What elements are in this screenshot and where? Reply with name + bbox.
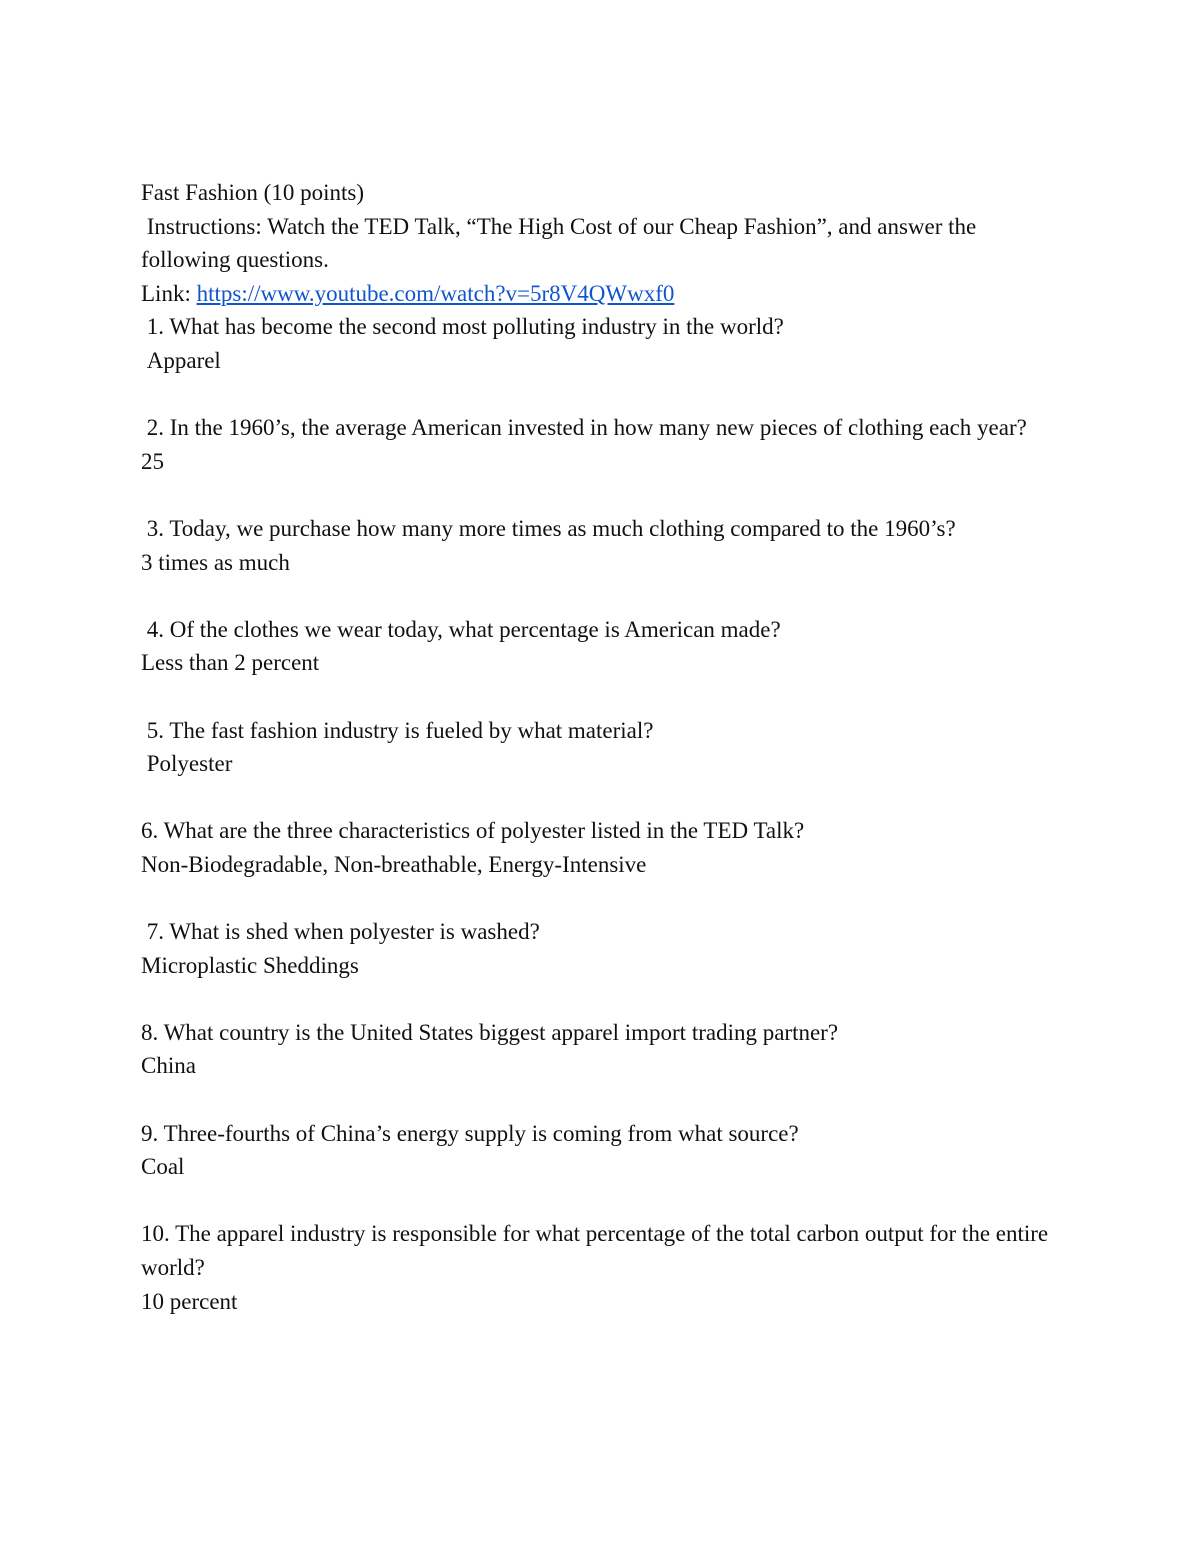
- document-body: [141, 176, 1061, 1318]
- link-line: [141, 277, 1061, 311]
- question-2: 2. In the 1960’s, the average American invested in how many new pieces of clothing each year?: [141, 415, 1027, 441]
- youtube-link[interactable]: https://www.youtube.com/watch?v=5r8V4QWwxf0: [196, 280, 675, 306]
- answer-4: Less than 2 percent: [141, 650, 320, 676]
- answer-6: Non-Biodegradable, Non-breathable, Energy-Intensive: [141, 851, 647, 877]
- qa-item-8: [141, 1016, 1061, 1083]
- question-9: 9. Three-fourths of China’s energy supply is coming from what source?: [141, 1120, 799, 1146]
- answer-7: Microplastic Sheddings: [141, 952, 359, 978]
- answer-1: Apparel: [141, 347, 221, 373]
- qa-item-1: [141, 310, 1061, 377]
- question-5: 5. The fast fashion industry is fueled by what material?: [141, 717, 654, 743]
- answer-9: Coal: [141, 1154, 185, 1180]
- question-7: 7. What is shed when polyester is washed?: [141, 919, 540, 945]
- answer-8: China: [141, 1053, 196, 1079]
- qa-item-7: [141, 915, 1061, 982]
- document-title: Fast Fashion (10 points): [141, 180, 364, 205]
- link-label: Link:: [141, 280, 197, 306]
- question-1: 1. What has become the second most polluting industry in the world?: [141, 314, 784, 340]
- qa-item-5: [141, 714, 1061, 781]
- answer-10: 10 percent: [141, 1288, 238, 1314]
- qa-item-4: [141, 613, 1061, 680]
- instructions-text: Instructions: Watch the TED Talk, “The High Cost of our Cheap Fashion”, and answer the following questions.: [141, 213, 982, 273]
- qa-item-2: [141, 411, 1061, 478]
- question-10: 10. The apparel industry is responsible for what percentage of the total carbon output for the entire world?: [141, 1221, 1054, 1280]
- qa-item-3: [141, 512, 1061, 579]
- question-6: 6. What are the three characteristics of polyester listed in the TED Talk?: [141, 818, 805, 844]
- qa-item-10: [141, 1217, 1061, 1318]
- qa-item-9: [141, 1117, 1061, 1184]
- question-3: 3. Today, we purchase how many more times as much clothing compared to the 1960’s?: [141, 515, 956, 541]
- answer-5: Polyester: [141, 751, 233, 777]
- answer-2: 25: [141, 448, 164, 474]
- question-4: 4. Of the clothes we wear today, what percentage is American made?: [141, 616, 781, 642]
- question-8: 8. What country is the United States biggest apparel import trading partner?: [141, 1019, 839, 1045]
- answer-3: 3 times as much: [141, 549, 290, 575]
- qa-item-6: [141, 814, 1061, 881]
